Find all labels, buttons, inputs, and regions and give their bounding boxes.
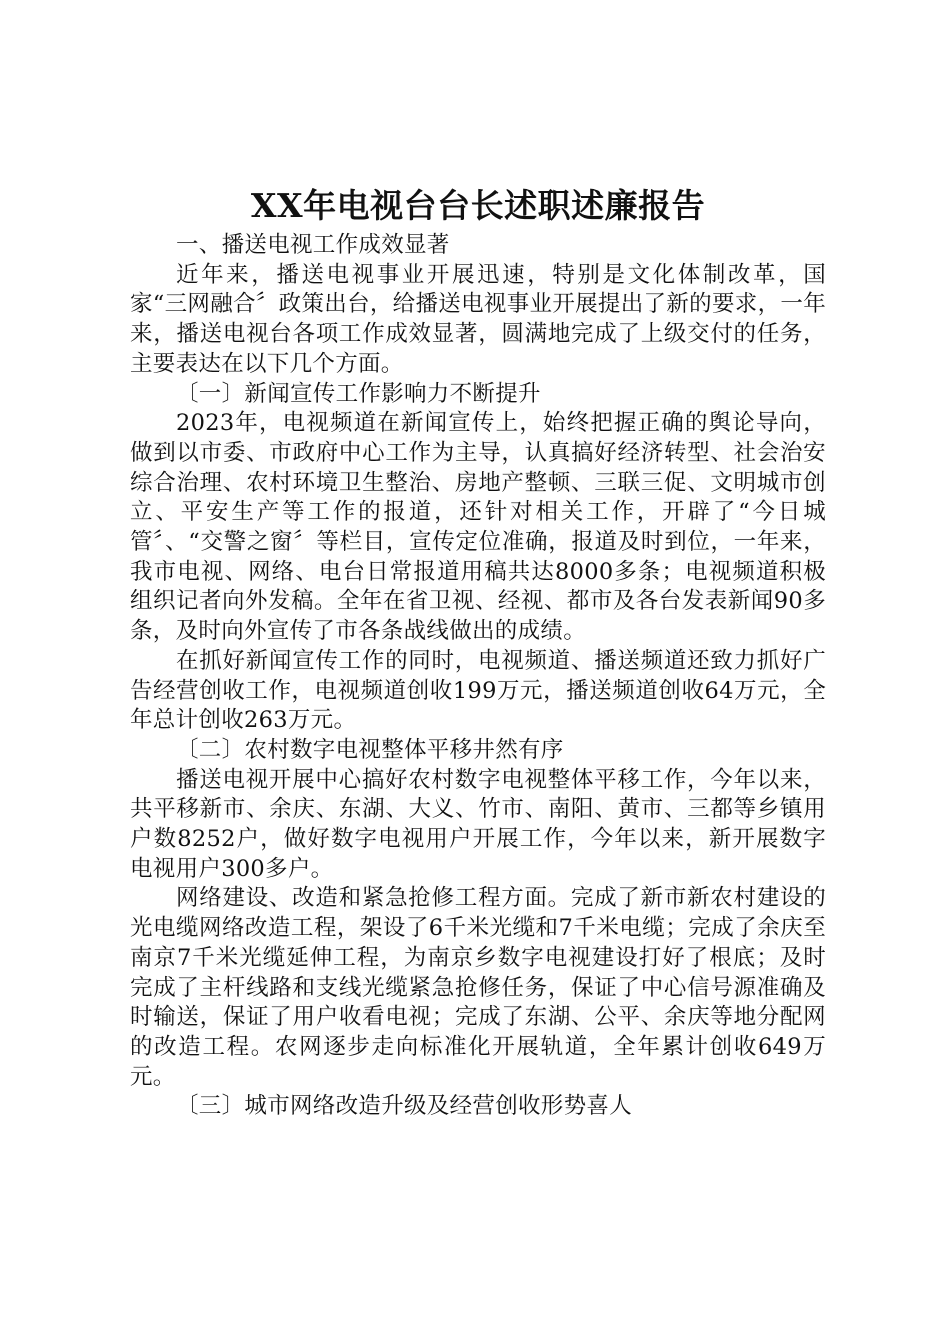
body-paragraph-5: 网络建设、改造和紧急抢修工程方面。完成了新市新农村建设的光电缆网络改造工程，架设了6千米光缆和7千米电缆；完成了余庆至南京7千米光缆延伸工程，为南京乡数字电视建设打好了根底；及时完成了主杆线路和支线光缆紧急抢修任务，保证了中心信号源准确及时输送，保证了用户收看电视；完成了东湖、公平、余庆等地分配网的改造工程。农网逐步走向标准化开展轨道，全年累计创收649万元。	[130, 885, 826, 1090]
body-paragraph-3: 在抓好新闻宣传工作的同时，电视频道、播送频道还致力抓好广告经营创收工作，电视频道创收199万元，播送频道创收64万元，全年总计创收263万元。	[130, 647, 826, 734]
section-heading-1: 一、播送电视工作成效显著	[176, 232, 450, 258]
subsection-heading-1: 〔一〕新闻宣传工作影响力不断提升	[176, 380, 541, 407]
body-paragraph-4: 播送电视开展中心搞好农村数字电视整体平移工作，今年以来，共平移新市、余庆、东湖、大义、竹市、南阳、黄市、三都等乡镇用户数8252户，做好数字电视用户开展工作，今年以来，新开展数字电视用户300多户。	[130, 766, 826, 882]
body-paragraph-2: 2023年，电视频道在新闻宣传上，始终把握正确的舆论导向，做到以市委、市政府中心工作为主导，认真搞好经济转型、社会治安综合治理、农村环境卫生整治、房地产整顿、三联三促、文明城市创立、平安生产等工作的报道，还针对相关工作，开辟了“今日城管〞、“交警之窗〞等栏目，宣传定位准确，报道及时到位，一年来，我市电视、网络、电台日常报道用稿共达8000多条；电视频道积极组织记者向外发稿。全年在省卫视、经视、都市及各台发表新闻90多条，及时向外宣传了市各条战线做出的成绩。	[130, 410, 826, 645]
body-paragraph-1: 近年来，播送电视事业开展迅速，特别是文化体制改革，国家“三网融合〞政策出台，给播送电视事业开展提出了新的要求，一年来，播送电视台各项工作成效显著，圆满地完成了上级交付的任务，主要表达在以下几个方面。	[130, 261, 826, 377]
document-page	[130, 183, 826, 1122]
subsection-heading-3: 〔三〕城市网络改造升级及经营创收形势喜人	[176, 1093, 633, 1120]
subsection-heading-2: 〔二〕农村数字电视整体平移井然有序	[176, 736, 564, 763]
document-title: XX年电视台台长述职述廉报告	[250, 186, 706, 225]
